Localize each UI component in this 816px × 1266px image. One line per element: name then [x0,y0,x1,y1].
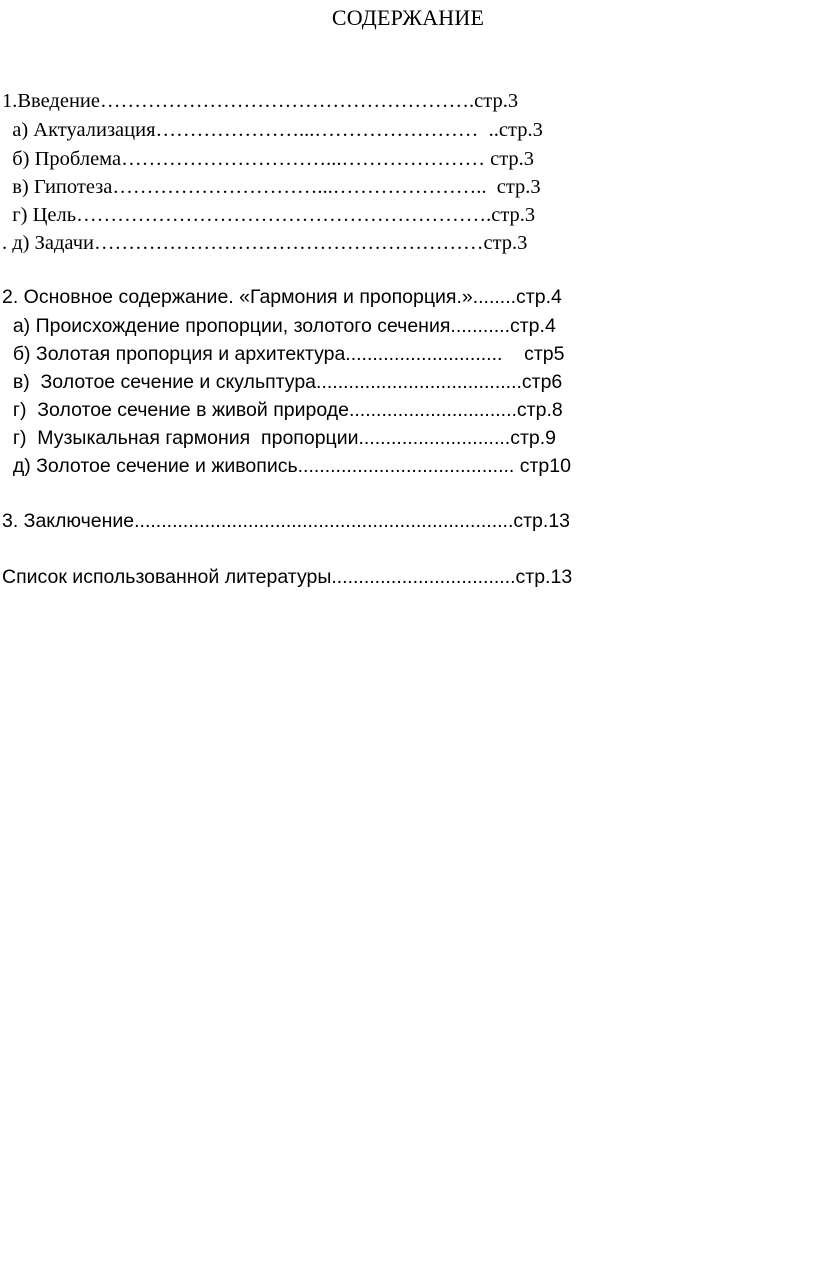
toc-entry-intro: 1.Введение……………………………………………….стр.3 [2,90,519,112]
toc-entry-main-a: а) Происхождение пропорции, золотого сечения...........стр.4 [2,315,556,337]
toc-entry-main-e: г) Музыкальная гармония пропорции............................стр.9 [2,427,556,449]
toc-entry-main-c: в) Золотое сечение и скульптура......................................стр6 [2,371,563,393]
toc-entry-main-d: г) Золотое сечение в живой природе...............................стр.8 [2,399,563,421]
toc-entry-main-b: б) Золотая пропорция и архитектура............................. стр5 [2,343,565,365]
page-title: СОДЕРЖАНИЕ [331,5,485,30]
toc-entry-references: Список использованной литературы..................................стр.13 [2,566,573,588]
toc-entry-main-f: д) Золотое сечение и живопись........................................ стр10 [2,455,571,477]
toc-entry-intro-e: . д) Задачи…………………………………………………стр.3 [2,232,528,254]
toc-entry-intro-a: а) Актуализация…………………...…………………… ..стр.3 [2,119,543,141]
toc-entry-conclusion: 3. Заключение......................................................................стр.13 [2,510,571,532]
toc-entry-main: 2. Основное содержание. «Гармония и пропорция.»........стр.4 [2,286,562,308]
toc-entry-intro-b: б) Проблема…………………………...………………… стр.3 [2,148,535,170]
toc-entry-intro-d: г) Цель…………………………………………………….стр.3 [2,204,536,226]
toc-entry-intro-c: в) Гипотеза…………………………...………………….. стр.3 [2,176,541,198]
